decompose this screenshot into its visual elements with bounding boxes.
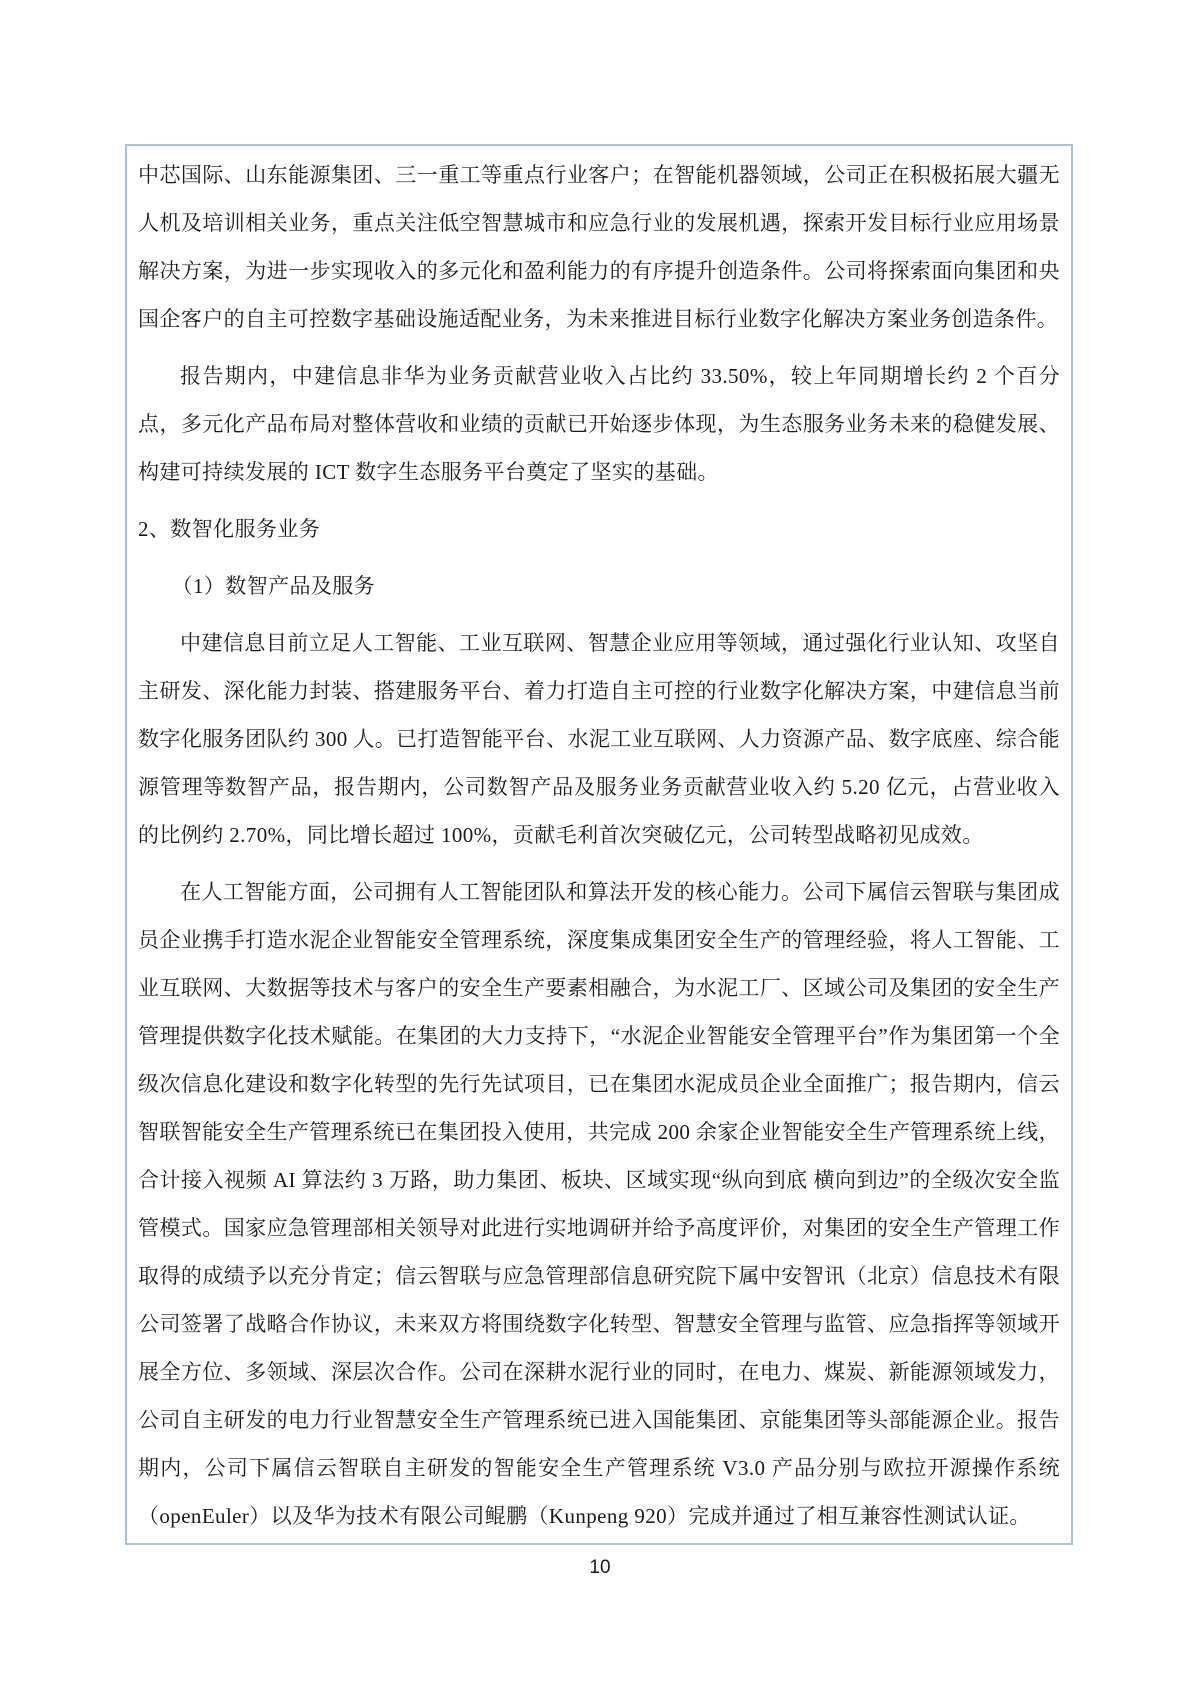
sub-heading-digital-products-and-services: （1）数智产品及服务	[171, 574, 376, 598]
paragraph-ai-safety-management: 在人工智能方面，公司拥有人工智能团队和算法开发的核心能力。公司下属信云智联与集团成员企业携手打造水泥企业智能安全管理系统，深度集成集团安全生产的管理经验，将人工智能、工业互联网、大数据等技术与客户的安全生产要素相融合，为水泥工厂、区域公司及集团的安全生产管理提供数字化技术赋能。在集团的大力支持下，“水泥企业智能安全管理平台”作为集团第一个全级次信息化建设和数字化转型的先行先试项目，已在集团水泥成员企业全面推广；报告期内，信云智联智能安全生产管理系统已在集团投入使用，共完成 200 余家企业智能安全生产管理系统上线，合计接入视频 AI 算法约 3 万路，助力集团、板块、区域实现“纵向到底 横向到边”的全级次安全监管模式。国家应急管理部相关领导对此进行实地调研并给予高度评价，对集团的安全生产管理工作取得的成绩予以充分肯定；信云智联与应急管理部信息研究院下属中安智讯（北京）信息技术有限公司签署了战略合作协议，未来双方将围绕数字化转型、智慧安全管理与监管、应急指挥等领域开展全方位、多领域、深层次合作。公司在深耕水泥行业的同时，在电力、煤炭、新能源领域发力，公司自主研发的电力行业智慧安全生产管理系统已进入国能集团、京能集团等头部能源企业。报告期内，公司下属信云智联自主研发的智能安全生产管理系统 V3.0 产品分别与欧拉开源操作系统（openEuler）以及华为技术有限公司鲲鹏（Kunpeng 920）完成并通过了相互兼容性测试认证。	[138, 880, 1060, 1528]
page-number: 10	[589, 1557, 611, 1578]
paragraph-digital-products-revenue: 中建信息目前立足人工智能、工业互联网、智慧企业应用等领域，通过强化行业认知、攻坚自主研发、深化能力封装、搭建服务平台、着力打造自主可控的行业数字化解决方案，中建信息当前数字化服务团队约 300 人。已打造智能平台、水泥工业互联网、人力资源产品、数字底座、综合能源管理等数智产品，报告期内，公司数智产品及服务业务贡献营业收入约 5.20 亿元，占营业收入的比例约 2.70%，同比增长超过 100%，贡献毛利首次突破亿元，公司转型战略初见成效。	[138, 631, 1060, 847]
report-text-cell	[125, 144, 1073, 1545]
section-heading-digital-intelligence-services: 2、数智化服务业务	[138, 517, 321, 541]
paragraph-non-huawei-revenue: 报告期内，中建信息非华为业务贡献营业收入占比约 33.50%，较上年同期增长约 2 个百分点，多元化产品布局对整体营收和业绩的贡献已开始逐步体现，为生态服务业务未来的稳健发展、构建可持续发展的 ICT 数字生态服务平台奠定了坚实的基础。	[138, 364, 1060, 484]
paragraph-continued-ecosystem-business: 中芯国际、山东能源集团、三一重工等重点行业客户；在智能机器领域，公司正在积极拓展大疆无人机及培训相关业务，重点关注低空智慧城市和应急行业的发展机遇，探索开发目标行业应用场景解决方案，为进一步实现收入的多元化和盈利能力的有序提升创造条件。公司将探索面向集团和央国企客户的自主可控数字基础设施适配业务，为未来推进目标行业数字化解决方案业务创造条件。	[138, 163, 1060, 331]
